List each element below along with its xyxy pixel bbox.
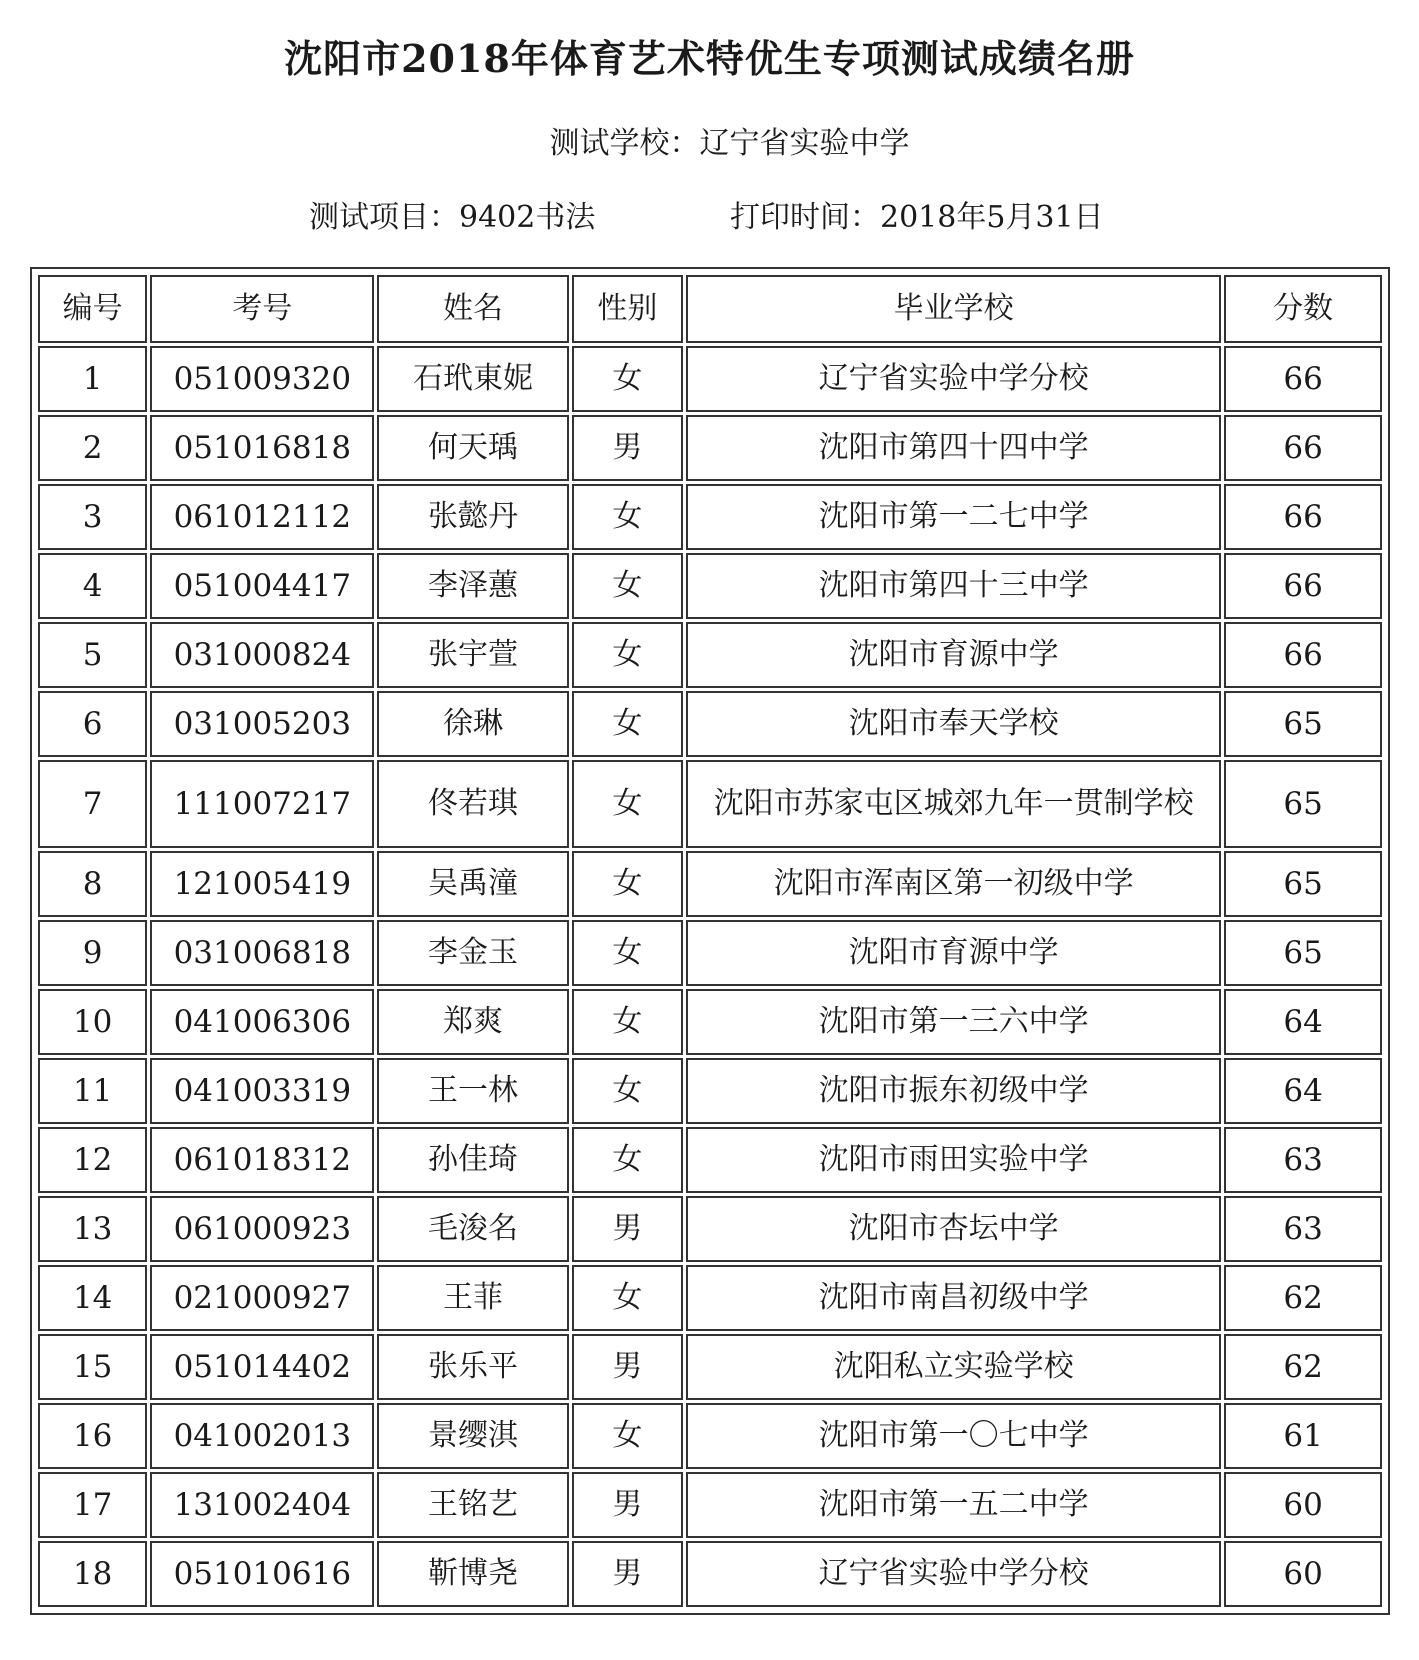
cell-gender: 女	[572, 1127, 683, 1193]
cell-exam-number: 121005419	[150, 851, 374, 917]
cell-exam-number: 031006818	[150, 920, 374, 986]
cell-exam-number: 061012112	[150, 484, 374, 550]
cell-index: 1	[38, 346, 147, 412]
cell-graduation-school: 沈阳市雨田实验中学	[686, 1127, 1221, 1193]
cell-gender: 男	[572, 1472, 683, 1538]
cell-name: 郑爽	[377, 989, 568, 1055]
table-row	[38, 1403, 1382, 1469]
cell-exam-number: 031000824	[150, 622, 374, 688]
print-time-value: 2018年5月31日	[880, 200, 1104, 235]
cell-exam-number: 111007217	[150, 760, 374, 848]
cell-score: 65	[1224, 920, 1382, 986]
test-school-value: 辽宁省实验中学	[699, 126, 910, 161]
cell-name: 张乐平	[377, 1334, 568, 1400]
cell-gender: 女	[572, 1265, 683, 1331]
cell-graduation-school: 沈阳市浑南区第一初级中学	[686, 851, 1221, 917]
test-item-line	[309, 192, 595, 236]
cell-graduation-school: 沈阳市第四十三中学	[686, 553, 1221, 619]
cell-name: 石玳東妮	[377, 346, 568, 412]
cell-graduation-school: 沈阳市第一三六中学	[686, 989, 1221, 1055]
cell-name: 何天瑀	[377, 415, 568, 481]
table-row	[38, 484, 1382, 550]
cell-gender: 女	[572, 1058, 683, 1124]
cell-score: 62	[1224, 1265, 1382, 1331]
cell-name: 王铭艺	[377, 1472, 568, 1538]
cell-gender: 男	[572, 1334, 683, 1400]
cell-graduation-school: 沈阳市南昌初级中学	[686, 1265, 1221, 1331]
cell-name: 孙佳琦	[377, 1127, 568, 1193]
test-school-line	[0, 118, 1419, 162]
test-item-label: 测试项目：	[309, 200, 459, 235]
cell-exam-number: 051010616	[150, 1541, 374, 1607]
header-index: 编号	[38, 275, 147, 343]
cell-name: 李泽蕙	[377, 553, 568, 619]
cell-graduation-school: 沈阳市第四十四中学	[686, 415, 1221, 481]
cell-index: 6	[38, 691, 147, 757]
cell-exam-number: 031005203	[150, 691, 374, 757]
table-row	[38, 760, 1382, 848]
cell-name: 王一林	[377, 1058, 568, 1124]
cell-score: 66	[1224, 553, 1382, 619]
table-row	[38, 622, 1382, 688]
print-time-label: 打印时间：	[730, 200, 880, 235]
cell-name: 张宇萱	[377, 622, 568, 688]
cell-score: 64	[1224, 1058, 1382, 1124]
test-item-value: 9402书法	[459, 200, 596, 235]
cell-graduation-school: 沈阳市第一二七中学	[686, 484, 1221, 550]
cell-index: 3	[38, 484, 147, 550]
table-row	[38, 851, 1382, 917]
table-row	[38, 1541, 1382, 1607]
cell-name: 徐琳	[377, 691, 568, 757]
table-row	[38, 1265, 1382, 1331]
cell-gender: 男	[572, 1196, 683, 1262]
cell-gender: 女	[572, 622, 683, 688]
cell-gender: 女	[572, 691, 683, 757]
cell-graduation-school: 沈阳市奉天学校	[686, 691, 1221, 757]
cell-score: 63	[1224, 1196, 1382, 1262]
cell-index: 17	[38, 1472, 147, 1538]
cell-gender: 女	[572, 346, 683, 412]
cell-exam-number: 131002404	[150, 1472, 374, 1538]
cell-exam-number: 041003319	[150, 1058, 374, 1124]
cell-exam-number: 061000923	[150, 1196, 374, 1262]
cell-score: 65	[1224, 760, 1382, 848]
cell-score: 60	[1224, 1472, 1382, 1538]
table-row	[38, 1472, 1382, 1538]
table-row	[38, 1334, 1382, 1400]
cell-gender: 女	[572, 989, 683, 1055]
document-title: 沈阳市2018年体育艺术特优生专项测试成绩名册	[284, 36, 1135, 81]
cell-gender: 男	[572, 415, 683, 481]
table-row	[38, 553, 1382, 619]
table-row	[38, 415, 1382, 481]
cell-exam-number: 041002013	[150, 1403, 374, 1469]
cell-gender: 女	[572, 920, 683, 986]
cell-score: 65	[1224, 851, 1382, 917]
cell-gender: 男	[572, 1541, 683, 1607]
cell-score: 65	[1224, 691, 1382, 757]
table-header-row	[38, 275, 1382, 343]
cell-name: 王菲	[377, 1265, 568, 1331]
cell-name: 佟若琪	[377, 760, 568, 848]
table-row	[38, 691, 1382, 757]
cell-graduation-school: 沈阳市第一〇七中学	[686, 1403, 1221, 1469]
cell-exam-number: 051016818	[150, 415, 374, 481]
cell-name: 毛浚名	[377, 1196, 568, 1262]
cell-score: 62	[1224, 1334, 1382, 1400]
print-time-line	[730, 192, 1104, 236]
cell-index: 14	[38, 1265, 147, 1331]
cell-gender: 女	[572, 1403, 683, 1469]
cell-score: 66	[1224, 622, 1382, 688]
cell-index: 11	[38, 1058, 147, 1124]
cell-exam-number: 051014402	[150, 1334, 374, 1400]
cell-index: 2	[38, 415, 147, 481]
cell-name: 景缨淇	[377, 1403, 568, 1469]
cell-index: 18	[38, 1541, 147, 1607]
table-body	[38, 346, 1382, 1607]
cell-graduation-school: 辽宁省实验中学分校	[686, 346, 1221, 412]
cell-score: 64	[1224, 989, 1382, 1055]
cell-score: 63	[1224, 1127, 1382, 1193]
cell-exam-number: 061018312	[150, 1127, 374, 1193]
cell-score: 66	[1224, 484, 1382, 550]
cell-index: 10	[38, 989, 147, 1055]
table-row	[38, 346, 1382, 412]
cell-index: 15	[38, 1334, 147, 1400]
table-row	[38, 1196, 1382, 1262]
table-row	[38, 1127, 1382, 1193]
cell-graduation-school: 沈阳市振东初级中学	[686, 1058, 1221, 1124]
cell-graduation-school: 沈阳市育源中学	[686, 622, 1221, 688]
cell-index: 9	[38, 920, 147, 986]
cell-graduation-school: 沈阳市苏家屯区城郊九年一贯制学校	[686, 760, 1221, 848]
cell-graduation-school: 沈阳私立实验学校	[686, 1334, 1221, 1400]
table-row	[38, 1058, 1382, 1124]
cell-index: 8	[38, 851, 147, 917]
cell-index: 4	[38, 553, 147, 619]
cell-graduation-school: 沈阳市杏坛中学	[686, 1196, 1221, 1262]
cell-gender: 女	[572, 760, 683, 848]
cell-score: 61	[1224, 1403, 1382, 1469]
cell-gender: 女	[572, 484, 683, 550]
header-exam-number: 考号	[150, 275, 374, 343]
score-table-frame	[30, 267, 1390, 1615]
score-table	[35, 272, 1385, 1610]
cell-name: 张懿丹	[377, 484, 568, 550]
cell-index: 12	[38, 1127, 147, 1193]
cell-name: 靳博尧	[377, 1541, 568, 1607]
cell-score: 66	[1224, 415, 1382, 481]
cell-exam-number: 051009320	[150, 346, 374, 412]
test-school-label: 测试学校：	[549, 126, 700, 161]
cell-index: 13	[38, 1196, 147, 1262]
cell-graduation-school: 沈阳市育源中学	[686, 920, 1221, 986]
table-row	[38, 920, 1382, 986]
cell-graduation-school: 辽宁省实验中学分校	[686, 1541, 1221, 1607]
cell-name: 吴禹潼	[377, 851, 568, 917]
cell-index: 5	[38, 622, 147, 688]
cell-gender: 女	[572, 553, 683, 619]
header-name: 姓名	[377, 275, 568, 343]
cell-index: 16	[38, 1403, 147, 1469]
cell-index: 7	[38, 760, 147, 848]
cell-name: 李金玉	[377, 920, 568, 986]
table-row	[38, 989, 1382, 1055]
cell-gender: 女	[572, 851, 683, 917]
header-graduation-school: 毕业学校	[686, 275, 1221, 343]
cell-score: 66	[1224, 346, 1382, 412]
cell-exam-number: 041006306	[150, 989, 374, 1055]
cell-graduation-school: 沈阳市第一五二中学	[686, 1472, 1221, 1538]
header-score: 分数	[1224, 275, 1382, 343]
header-gender: 性别	[572, 275, 683, 343]
cell-exam-number: 051004417	[150, 553, 374, 619]
cell-score: 60	[1224, 1541, 1382, 1607]
cell-exam-number: 021000927	[150, 1265, 374, 1331]
